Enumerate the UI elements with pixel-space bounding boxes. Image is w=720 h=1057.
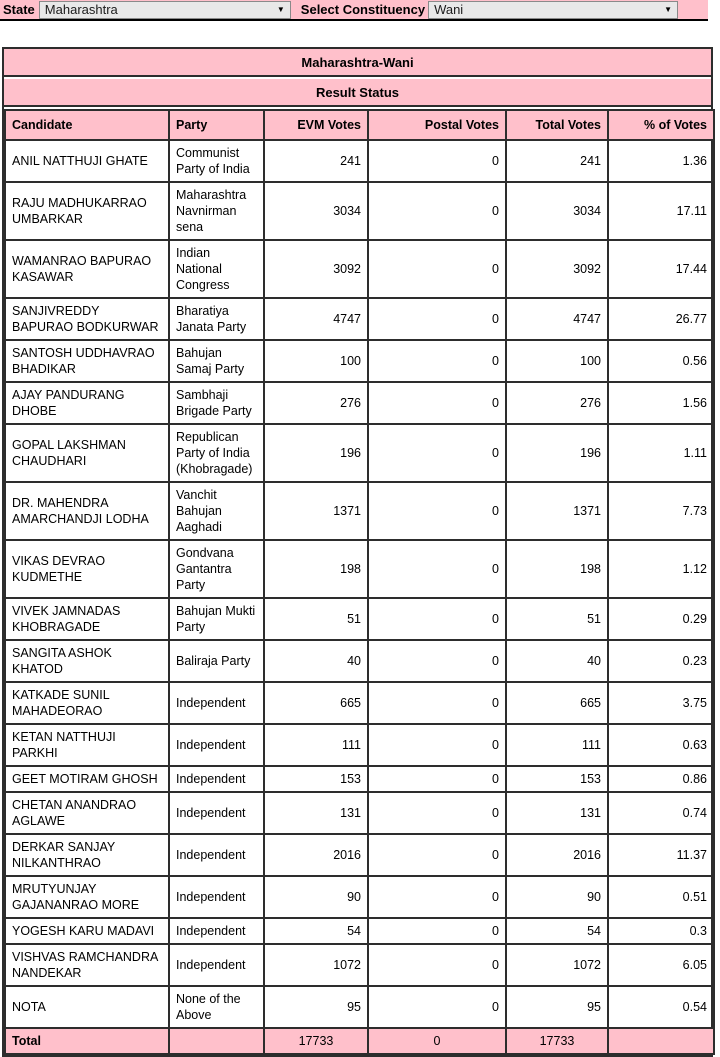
chevron-down-icon: ▼ bbox=[664, 5, 673, 14]
table-row bbox=[5, 382, 714, 424]
pct-votes-cell: 0.29 bbox=[608, 598, 714, 640]
candidate-cell: GOPAL LAKSHMAN CHAUDHARI bbox=[5, 424, 169, 482]
col-header-total-votes: Total Votes bbox=[506, 110, 608, 140]
pct-votes-cell: 0.63 bbox=[608, 724, 714, 766]
party-cell: Bahujan Samaj Party bbox=[169, 340, 264, 382]
col-header-postal-votes: Postal Votes bbox=[368, 110, 506, 140]
total-votes-cell: 40 bbox=[506, 640, 608, 682]
candidate-cell: VISHVAS RAMCHANDRA NANDEKAR bbox=[5, 944, 169, 986]
pct-votes-cell: 1.56 bbox=[608, 382, 714, 424]
col-header-evm-votes: EVM Votes bbox=[264, 110, 368, 140]
candidate-cell: SANJIVREDDY BAPURAO BODKURWAR bbox=[5, 298, 169, 340]
candidate-cell: YOGESH KARU MADAVI bbox=[5, 918, 169, 944]
candidate-cell: SANTOSH UDDHAVRAO BHADIKAR bbox=[5, 340, 169, 382]
evm-votes-cell: 665 bbox=[264, 682, 368, 724]
party-cell: Gondvana Gantantra Party bbox=[169, 540, 264, 598]
total-votes-cell: 198 bbox=[506, 540, 608, 598]
evm-votes-cell: 40 bbox=[264, 640, 368, 682]
table-row bbox=[5, 834, 714, 876]
evm-votes-cell: 3092 bbox=[264, 240, 368, 298]
total-votes-cell: 153 bbox=[506, 766, 608, 792]
evm-votes-cell: 111 bbox=[264, 724, 368, 766]
constituency-select-value: Wani bbox=[434, 2, 464, 17]
evm-votes-cell: 196 bbox=[264, 424, 368, 482]
party-cell: Independent bbox=[169, 834, 264, 876]
candidate-cell: DR. MAHENDRA AMARCHANDJI LODHA bbox=[5, 482, 169, 540]
pct-votes-cell: 6.05 bbox=[608, 944, 714, 986]
total-votes-cell: 1371 bbox=[506, 482, 608, 540]
postal-votes-cell: 0 bbox=[368, 482, 506, 540]
total-postal-votes: 0 bbox=[368, 1028, 506, 1054]
party-cell: Baliraja Party bbox=[169, 640, 264, 682]
postal-votes-cell: 0 bbox=[368, 598, 506, 640]
party-cell: None of the Above bbox=[169, 986, 264, 1028]
total-party-cell bbox=[169, 1028, 264, 1054]
results-table-body bbox=[5, 140, 714, 1028]
postal-votes-cell: 0 bbox=[368, 766, 506, 792]
party-cell: Independent bbox=[169, 944, 264, 986]
postal-votes-cell: 0 bbox=[368, 298, 506, 340]
evm-votes-cell: 153 bbox=[264, 766, 368, 792]
party-cell: Independent bbox=[169, 918, 264, 944]
postal-votes-cell: 0 bbox=[368, 834, 506, 876]
table-row bbox=[5, 944, 714, 986]
party-cell: Independent bbox=[169, 724, 264, 766]
total-total-votes: 17733 bbox=[506, 1028, 608, 1054]
evm-votes-cell: 131 bbox=[264, 792, 368, 834]
evm-votes-cell: 3034 bbox=[264, 182, 368, 240]
candidate-cell: GEET MOTIRAM GHOSH bbox=[5, 766, 169, 792]
total-votes-cell: 111 bbox=[506, 724, 608, 766]
state-select[interactable] bbox=[39, 1, 291, 19]
total-votes-cell: 100 bbox=[506, 340, 608, 382]
table-row bbox=[5, 598, 714, 640]
party-cell: Independent bbox=[169, 792, 264, 834]
postal-votes-cell: 0 bbox=[368, 724, 506, 766]
total-votes-cell: 241 bbox=[506, 140, 608, 182]
filter-bar bbox=[0, 0, 708, 21]
pct-votes-cell: 1.11 bbox=[608, 424, 714, 482]
candidate-cell: AJAY PANDURANG DHOBE bbox=[5, 382, 169, 424]
evm-votes-cell: 198 bbox=[264, 540, 368, 598]
postal-votes-cell: 0 bbox=[368, 682, 506, 724]
table-row bbox=[5, 986, 714, 1028]
total-votes-cell: 4747 bbox=[506, 298, 608, 340]
table-row bbox=[5, 918, 714, 944]
constituency-title: Maharashtra-Wani bbox=[4, 49, 711, 77]
total-votes-cell: 95 bbox=[506, 986, 608, 1028]
table-row bbox=[5, 540, 714, 598]
pct-votes-cell: 0.74 bbox=[608, 792, 714, 834]
pct-votes-cell: 0.51 bbox=[608, 876, 714, 918]
col-header-candidate: Candidate bbox=[5, 110, 169, 140]
evm-votes-cell: 100 bbox=[264, 340, 368, 382]
party-cell: Bahujan Mukti Party bbox=[169, 598, 264, 640]
total-evm-votes: 17733 bbox=[264, 1028, 368, 1054]
total-votes-cell: 90 bbox=[506, 876, 608, 918]
evm-votes-cell: 54 bbox=[264, 918, 368, 944]
postal-votes-cell: 0 bbox=[368, 140, 506, 182]
table-row bbox=[5, 424, 714, 482]
table-row bbox=[5, 792, 714, 834]
table-row bbox=[5, 724, 714, 766]
party-cell: Bharatiya Janata Party bbox=[169, 298, 264, 340]
state-select-value: Maharashtra bbox=[44, 2, 118, 17]
state-label: State bbox=[3, 2, 35, 17]
total-votes-cell: 2016 bbox=[506, 834, 608, 876]
candidate-cell: KETAN NATTHUJI PARKHI bbox=[5, 724, 169, 766]
pct-votes-cell: 0.3 bbox=[608, 918, 714, 944]
candidate-cell: RAJU MADHUKARRAO UMBARKAR bbox=[5, 182, 169, 240]
party-cell: Independent bbox=[169, 682, 264, 724]
total-votes-cell: 51 bbox=[506, 598, 608, 640]
table-row bbox=[5, 298, 714, 340]
evm-votes-cell: 90 bbox=[264, 876, 368, 918]
result-status-heading: Result Status bbox=[4, 79, 711, 107]
total-votes-cell: 3092 bbox=[506, 240, 608, 298]
candidate-cell: KATKADE SUNIL MAHADEORAO bbox=[5, 682, 169, 724]
table-row bbox=[5, 240, 714, 298]
total-votes-cell: 276 bbox=[506, 382, 608, 424]
party-cell: Indian National Congress bbox=[169, 240, 264, 298]
party-cell: Vanchit Bahujan Aaghadi bbox=[169, 482, 264, 540]
postal-votes-cell: 0 bbox=[368, 240, 506, 298]
table-row bbox=[5, 876, 714, 918]
table-row bbox=[5, 482, 714, 540]
candidate-cell: SANGITA ASHOK KHATOD bbox=[5, 640, 169, 682]
party-cell: Communist Party of India bbox=[169, 140, 264, 182]
pct-votes-cell: 7.73 bbox=[608, 482, 714, 540]
postal-votes-cell: 0 bbox=[368, 944, 506, 986]
pct-votes-cell: 3.75 bbox=[608, 682, 714, 724]
pct-votes-cell: 0.86 bbox=[608, 766, 714, 792]
total-votes-cell: 665 bbox=[506, 682, 608, 724]
results-panel bbox=[2, 47, 713, 1057]
pct-votes-cell: 0.23 bbox=[608, 640, 714, 682]
pct-votes-cell: 26.77 bbox=[608, 298, 714, 340]
pct-votes-cell: 1.12 bbox=[608, 540, 714, 598]
postal-votes-cell: 0 bbox=[368, 424, 506, 482]
evm-votes-cell: 4747 bbox=[264, 298, 368, 340]
candidate-cell: WAMANRAO BAPURAO KASAWAR bbox=[5, 240, 169, 298]
col-header-party: Party bbox=[169, 110, 264, 140]
candidate-cell: MRUTYUNJAY GAJANANRAO MORE bbox=[5, 876, 169, 918]
candidate-cell: CHETAN ANANDRAO AGLAWE bbox=[5, 792, 169, 834]
postal-votes-cell: 0 bbox=[368, 792, 506, 834]
candidate-cell: VIVEK JAMNADAS KHOBRAGADE bbox=[5, 598, 169, 640]
constituency-label: Select Constituency bbox=[300, 2, 426, 17]
total-pct-votes bbox=[608, 1028, 714, 1054]
total-label: Total bbox=[5, 1028, 169, 1054]
postal-votes-cell: 0 bbox=[368, 182, 506, 240]
column-header-row bbox=[5, 110, 714, 140]
pct-votes-cell: 0.56 bbox=[608, 340, 714, 382]
total-votes-cell: 54 bbox=[506, 918, 608, 944]
candidate-cell: NOTA bbox=[5, 986, 169, 1028]
total-votes-cell: 131 bbox=[506, 792, 608, 834]
evm-votes-cell: 276 bbox=[264, 382, 368, 424]
party-cell: Independent bbox=[169, 766, 264, 792]
total-votes-cell: 196 bbox=[506, 424, 608, 482]
evm-votes-cell: 2016 bbox=[264, 834, 368, 876]
pct-votes-cell: 17.44 bbox=[608, 240, 714, 298]
candidate-cell: ANIL NATTHUJI GHATE bbox=[5, 140, 169, 182]
pct-votes-cell: 0.54 bbox=[608, 986, 714, 1028]
postal-votes-cell: 0 bbox=[368, 540, 506, 598]
evm-votes-cell: 95 bbox=[264, 986, 368, 1028]
postal-votes-cell: 0 bbox=[368, 876, 506, 918]
party-cell: Maharashtra Navnirman sena bbox=[169, 182, 264, 240]
total-row bbox=[5, 1028, 714, 1054]
table-row bbox=[5, 682, 714, 724]
postal-votes-cell: 0 bbox=[368, 918, 506, 944]
party-cell: Sambhaji Brigade Party bbox=[169, 382, 264, 424]
col-header-pct-votes: % of Votes bbox=[608, 110, 714, 140]
candidate-cell: DERKAR SANJAY NILKANTHRAO bbox=[5, 834, 169, 876]
table-row bbox=[5, 340, 714, 382]
table-row bbox=[5, 182, 714, 240]
pct-votes-cell: 1.36 bbox=[608, 140, 714, 182]
postal-votes-cell: 0 bbox=[368, 382, 506, 424]
chevron-down-icon: ▼ bbox=[276, 5, 285, 14]
total-votes-cell: 3034 bbox=[506, 182, 608, 240]
postal-votes-cell: 0 bbox=[368, 340, 506, 382]
constituency-select[interactable] bbox=[428, 1, 678, 19]
candidate-cell: VIKAS DEVRAO KUDMETHE bbox=[5, 540, 169, 598]
postal-votes-cell: 0 bbox=[368, 640, 506, 682]
evm-votes-cell: 241 bbox=[264, 140, 368, 182]
party-cell: Republican Party of India (Khobragade) bbox=[169, 424, 264, 482]
table-row bbox=[5, 140, 714, 182]
party-cell: Independent bbox=[169, 876, 264, 918]
evm-votes-cell: 51 bbox=[264, 598, 368, 640]
evm-votes-cell: 1371 bbox=[264, 482, 368, 540]
pct-votes-cell: 17.11 bbox=[608, 182, 714, 240]
total-votes-cell: 1072 bbox=[506, 944, 608, 986]
evm-votes-cell: 1072 bbox=[264, 944, 368, 986]
table-row bbox=[5, 766, 714, 792]
postal-votes-cell: 0 bbox=[368, 986, 506, 1028]
results-table bbox=[4, 109, 715, 1055]
pct-votes-cell: 11.37 bbox=[608, 834, 714, 876]
table-row bbox=[5, 640, 714, 682]
